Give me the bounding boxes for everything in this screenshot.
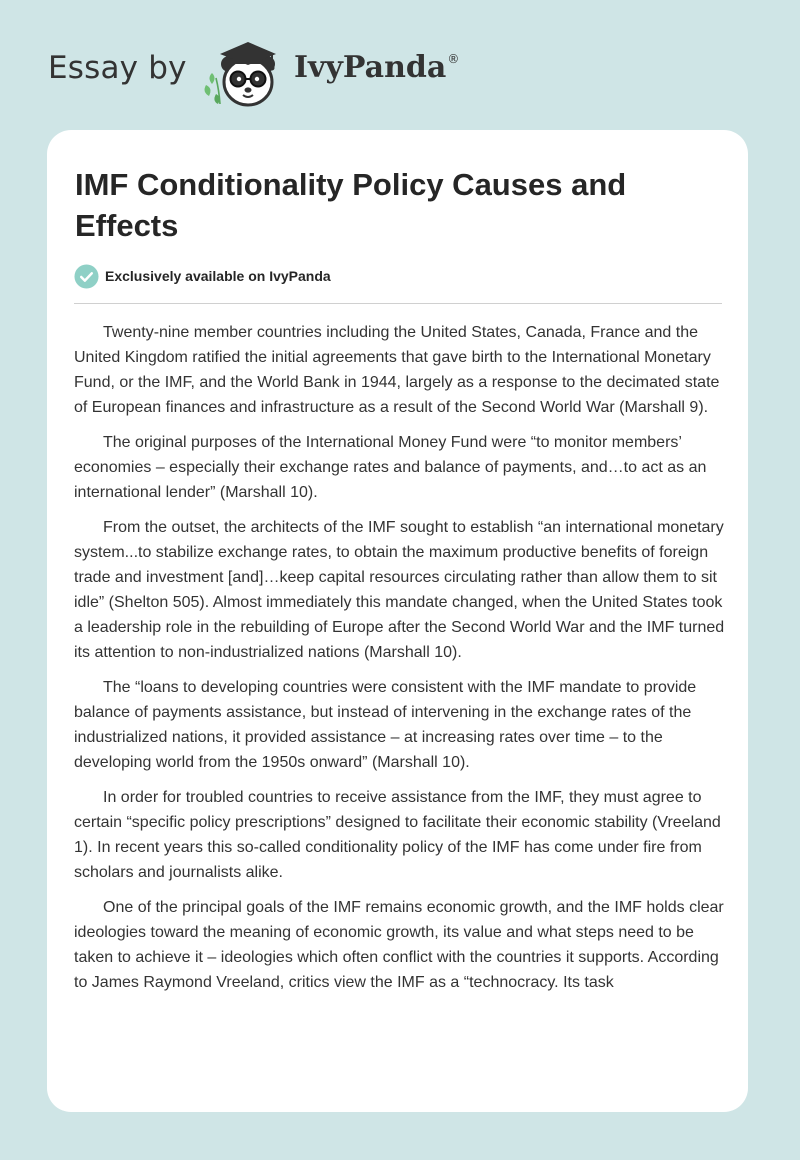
paragraph: The original purposes of the International Money Fund were “to monitor members’ economies – especially their exchange rates and balance of payments, and…to act as an international lender” (Marshall 10). (74, 434, 707, 501)
panda-logo-icon[interactable] (200, 34, 296, 110)
title-divider (74, 303, 722, 304)
paragraph: One of the principal goals of the IMF remains economic growth, and the IMF holds clear ideologies toward the meaning of economic growth, its value and what steps need to be taken to achieve it – ideologies which often conflict with the countries it supports. According to James Raymond Vreeland, critics view the IMF as a “technocracy. Its task (74, 899, 724, 991)
paragraph: From the outset, the architects of the IMF sought to establish “an international monetary system...to stabilize exchange rates, to obtain the maximum productive benefits of foreign trade and investment [and]…keep capital resources circulating rather than allow them to sit idle” (Shelton 505). Almost immediately this mandate changed, when the United States took a leadership role in the rebuilding of Europe after the Second World War and the IMF turned its attention to non-industrialized nations (Marshall 10). (74, 519, 725, 661)
essay-card (47, 130, 748, 1112)
brand-prefix: Essay by (48, 50, 187, 86)
essay-title: IMF Conditionality Policy Causes and Effects (75, 167, 627, 243)
exclusive-badge (74, 263, 331, 289)
essay-body (74, 320, 726, 1005)
registered-mark: ® (447, 52, 460, 66)
check-circle-icon (74, 264, 99, 289)
paragraph: Twenty-nine member countries including the United States, Canada, France and the United Kingdom ratified the initial agreements that gave birth to the International Monetary Fund, or the IMF, and the World Bank in 1944, largely as a response to the decimated state of European finances and infrastructure as a result of the Second World War (Marshall 9). (74, 324, 720, 416)
paragraph: The “loans to developing countries were consistent with the IMF mandate to provide balance of payments assistance, but instead of intervening in the exchange rates of the industrialized nations, it provided assistance – at increasing rates over time – to the developing world from the 1950s onward” (Marshall 10). (74, 679, 697, 771)
brand-name-text: IvyPanda (294, 50, 447, 85)
exclusive-badge-label: Exclusively available on IvyPanda (105, 268, 331, 284)
brand-name[interactable] (294, 50, 458, 85)
site-header (0, 0, 800, 120)
paragraph: In order for troubled countries to receive assistance from the IMF, they must agree to certain “specific policy prescriptions” designed to facilitate their economic stability (Vreeland 1). In recent years this so-called conditionality policy of the IMF has come under fire from scholars and journalists alike. (74, 789, 721, 881)
